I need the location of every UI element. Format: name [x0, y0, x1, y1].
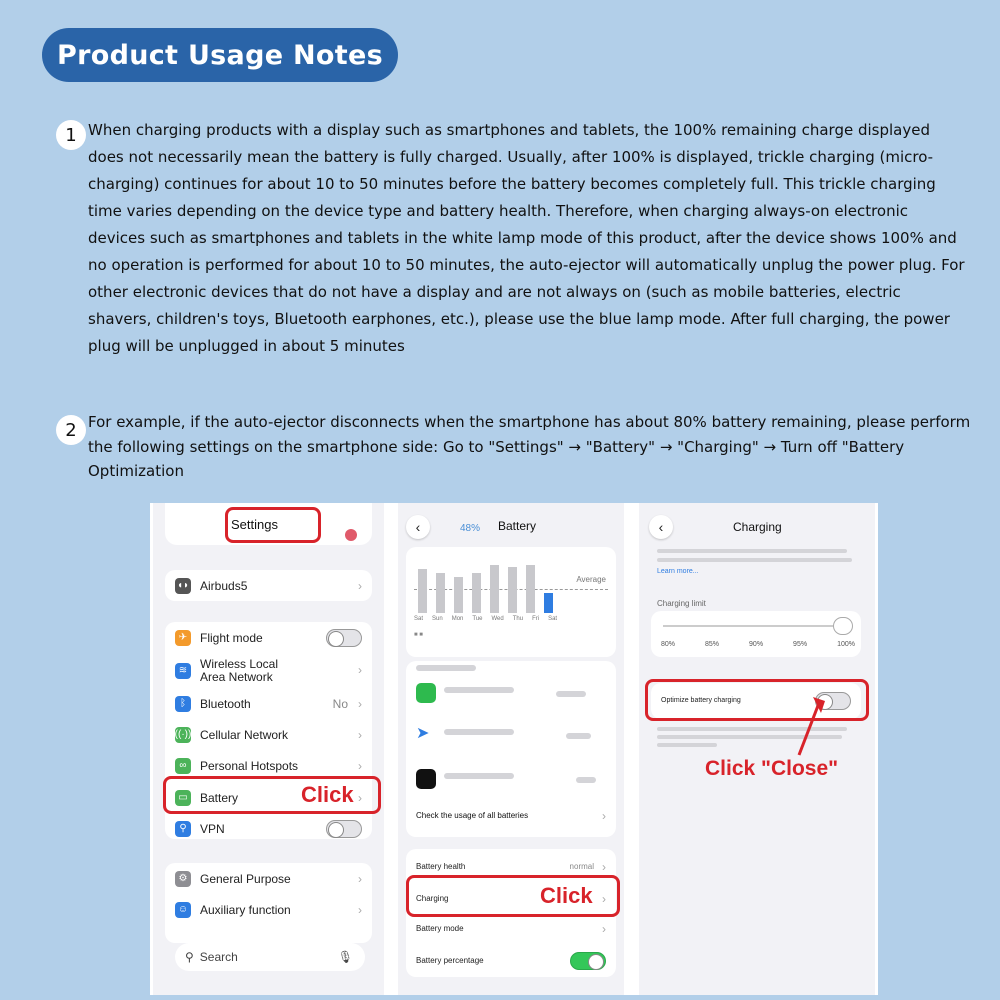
check-usage-link[interactable]: Check the usage of all batteries [416, 811, 529, 820]
battery-bar [544, 593, 553, 613]
battery-bar [490, 565, 499, 613]
battery-percentage-toggle[interactable] [570, 952, 606, 970]
battery-screen [398, 503, 624, 995]
vpn-toggle[interactable] [326, 820, 362, 838]
battery-chart-card [406, 547, 616, 657]
red-arrow-icon [789, 693, 829, 763]
chart-legend: ■ ■ [414, 632, 423, 638]
day-labels [414, 616, 557, 622]
chevron-right-icon: › [358, 663, 362, 677]
wifi-icon: ≋ [175, 663, 191, 679]
chevron-right-icon: › [358, 902, 362, 917]
row-value: normal [569, 862, 594, 871]
battery-title: Battery [498, 519, 537, 533]
note-number-2: 2 [56, 415, 86, 445]
page-title: Product Usage Notes [57, 39, 383, 71]
placeholder-line [444, 773, 514, 779]
battery-bar [454, 577, 463, 613]
settings-item-flight-mode[interactable] [165, 622, 372, 653]
placeholder-line [657, 743, 717, 747]
settings-item-label: Cellular Network [200, 727, 289, 742]
chevron-right-icon: › [602, 891, 606, 906]
charging-limit-card [651, 611, 861, 657]
limit-slider-knob[interactable] [833, 617, 853, 635]
airplane-icon: ✈ [175, 630, 191, 646]
settings-title: Settings [231, 517, 278, 532]
chevron-right-icon: › [358, 871, 362, 886]
note-2-text: For example, if the auto-ejector disconnects when the smartphone has about 80% battery remaining, please perform the following settings on the smartphone side: Go to "Settings" → "Battery" → "Charging" → Turn off "Battery Optimization [88, 413, 971, 480]
day-label: Tue [472, 616, 483, 622]
antenna-icon: ((·)) [175, 727, 191, 743]
screenshots-panel [150, 503, 878, 995]
day-label: Sun [432, 616, 443, 622]
app-usage-card [406, 661, 616, 837]
settings-title-highlight [225, 507, 321, 543]
charging-description [657, 549, 862, 577]
airbuds-label: Airbuds5 [200, 578, 248, 593]
placeholder-line [566, 733, 591, 739]
chevron-right-icon: › [358, 696, 362, 711]
limit-tick-label: 90% [749, 641, 764, 648]
settings-item-bluetooth[interactable] [165, 688, 372, 719]
chevron-right-icon: › [358, 727, 362, 742]
microphone-icon: 🎙 [337, 950, 353, 964]
note-1-text: When charging products with a display such as smartphones and tablets, the 100% remaining charge displayed does not necessarily mean the battery is fully charged. Usually, after 100% is displayed, trickle charging (micro-charging) continues for about 10 to 50 minutes before the battery becomes completely full. This trickle charging time varies depending on the device type and battery health. Therefore, when charging always-on electronic devices such as smartphones and tablets in the white lamp mode of this product, after the device shows 100% and no operation is performed for about 10 to 50 minutes, the auto-ejector will automatically unplug the power plug. For other electronic devices that do not have a display and are not always on (such as mobile batteries, electric shavers, children's toys, Bluetooth earphones, etc.), please use the blue lamp mode. After full charging, the power plug will be unplugged in about 5 minutes [88, 121, 965, 355]
battery-bar [418, 569, 427, 613]
chevron-left-icon: ‹ [415, 519, 421, 535]
app-icon: ➤ [416, 725, 430, 742]
day-label: Sat [414, 616, 424, 622]
bluetooth-icon: ᛒ [175, 696, 191, 712]
row-label: Battery mode [416, 924, 464, 933]
settings-item-label: VPN [200, 821, 225, 836]
placeholder-line [657, 558, 852, 562]
settings-item-wlan[interactable] [165, 653, 372, 688]
search-placeholder: Search [199, 950, 238, 964]
search-input[interactable] [175, 943, 365, 971]
chevron-right-icon: › [602, 921, 606, 936]
limit-tick-label: 80% [661, 641, 676, 648]
limit-ticks [661, 641, 855, 648]
settings-item-label: General Purpose [200, 871, 291, 886]
chevron-right-icon: › [358, 578, 362, 593]
general-card [165, 863, 372, 943]
settings-item-label: Bluetooth [200, 696, 251, 711]
placeholder-line [444, 687, 514, 693]
placeholder-line [657, 549, 847, 553]
row-battery-mode[interactable] [406, 913, 616, 944]
gear-icon: ⚙ [175, 871, 191, 887]
chevron-right-icon: › [358, 758, 362, 773]
settings-screen [153, 503, 384, 995]
settings-item-vpn[interactable] [165, 813, 372, 844]
battery-icon: ▭ [175, 790, 191, 806]
note-number-1: 1 [56, 120, 86, 150]
settings-item-label: Battery [200, 790, 239, 805]
battery-percent: 48% [460, 523, 481, 534]
click-close-label: Click "Close" [705, 757, 839, 780]
average-label: Average [576, 575, 606, 584]
hotspot-icon: ∞ [175, 758, 191, 774]
bluetooth-value: No [332, 696, 348, 711]
wechat-icon [416, 683, 436, 703]
limit-slider-track[interactable] [663, 625, 833, 627]
back-button[interactable] [649, 515, 673, 539]
settings-item-cellular[interactable] [165, 719, 372, 750]
flight-mode-toggle[interactable] [326, 629, 362, 647]
tiktok-icon [416, 769, 436, 789]
chevron-left-icon: ‹ [658, 519, 664, 535]
battery-bar [472, 573, 481, 613]
back-button[interactable] [406, 515, 430, 539]
battery-bar [436, 573, 445, 613]
chevron-right-icon: › [602, 859, 606, 874]
settings-item-label: Wireless Local Area Network [200, 656, 279, 684]
chevron-right-icon: › [358, 790, 362, 805]
settings-item-label: Flight mode [200, 630, 263, 645]
placeholder-line [576, 777, 596, 783]
row-label: Battery health [416, 862, 466, 871]
learn-more-link[interactable]: Learn more... [657, 568, 699, 575]
limit-tick-label: 95% [793, 641, 808, 648]
placeholder-line [556, 691, 586, 697]
day-label: Fri [532, 616, 540, 622]
placeholder-line [444, 729, 514, 735]
day-label: Mon [451, 616, 464, 622]
limit-tick-label: 100% [837, 641, 855, 648]
row-label: Charging [416, 894, 449, 903]
vpn-icon: ⚲ [175, 821, 191, 837]
notification-dot [345, 529, 357, 541]
charging-screen [639, 503, 875, 995]
row-label: Optimize battery charging [661, 697, 741, 704]
optimize-highlight [645, 679, 869, 721]
settings-item-accessibility[interactable] [165, 894, 372, 925]
search-icon: ⚲ [185, 950, 194, 964]
day-label: Thu [512, 616, 524, 622]
day-label: Sat [548, 616, 558, 622]
chevron-right-icon: › [602, 809, 606, 823]
row-battery-percentage[interactable] [406, 945, 616, 976]
placeholder-line [416, 665, 476, 671]
settings-item-label: Auxiliary function [200, 902, 291, 917]
charging-click-label: Click [540, 883, 593, 908]
battery-bar [508, 567, 517, 613]
airpods-icon: ◖◗ [175, 578, 191, 594]
accessibility-icon: ☺ [175, 902, 191, 918]
charging-title: Charging [733, 520, 782, 534]
day-label: Wed [491, 616, 504, 622]
row-label: Battery percentage [416, 956, 484, 965]
battery-click-label: Click [301, 782, 354, 807]
battery-bar [526, 565, 535, 613]
settings-item-general[interactable] [165, 863, 372, 894]
airbuds-card[interactable] [165, 570, 372, 601]
charging-limit-label: Charging limit [657, 599, 706, 608]
limit-tick-label: 85% [705, 641, 720, 648]
settings-item-label: Personal Hotspots [200, 758, 299, 773]
page-title-banner [42, 28, 398, 82]
